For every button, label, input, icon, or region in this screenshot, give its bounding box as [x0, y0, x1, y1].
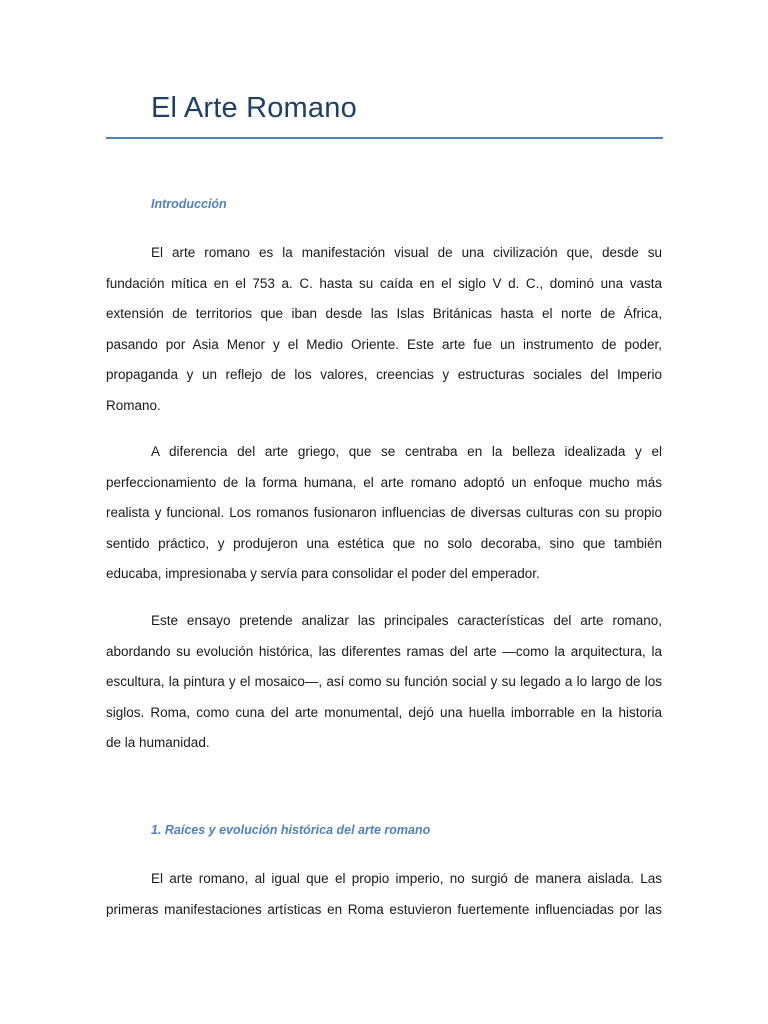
paragraph-line: primeras manifestaciones artísticas en Roma estuvieron fuertemente influenciadas por las — [106, 901, 662, 917]
paragraph-line: de la humanidad. — [106, 735, 210, 750]
paragraph-line: fundación mítica en el 753 a. C. hasta su caída en el siglo V d. C., dominó una vasta — [106, 275, 662, 291]
paragraph-line: sentido práctico, y produjeron una estética que no solo decoraba, sino que también — [106, 535, 662, 551]
paragraph-line: siglos. Roma, como cuna del arte monumental, dejó una huella imborrable en la historia — [106, 704, 662, 720]
intro-heading: Introducción — [151, 197, 227, 211]
paragraph-line: extensión de territorios que iban desde las Islas Británicas hasta el norte de África, — [106, 306, 662, 321]
paragraph-line: pasando por Asia Menor y el Medio Oriente. Este arte fue un instrumento de poder, — [106, 336, 662, 352]
title-underline — [106, 137, 663, 139]
paragraph-4 — [106, 864, 662, 925]
paragraph-line: El arte romano, al igual que el propio imperio, no surgió de manera aislada. Las — [151, 871, 662, 886]
paragraph-line: El arte romano es la manifestación visual de una civilización que, desde su — [151, 245, 662, 260]
paragraph-line: perfeccionamiento de la forma humana, el arte romano adoptó un enfoque mucho más — [106, 474, 662, 490]
paragraph-line: Romano. — [106, 397, 161, 413]
paragraph-2 — [106, 437, 662, 590]
paragraph-line: Este ensayo pretende analizar las principales características del arte romano, — [151, 613, 662, 628]
paragraph-line: educaba, impresionaba y servía para consolidar el poder del emperador. — [106, 566, 540, 581]
paragraph-line: propaganda y un reflejo de los valores, creencias y estructuras sociales del Imperio — [106, 367, 662, 382]
paragraph-1 — [106, 238, 662, 421]
paragraph-line: escultura, la pintura y el mosaico—, así como su función social y su legado a lo largo de los — [106, 674, 662, 689]
document-title: El Arte Romano — [151, 92, 357, 124]
paragraph-line: A diferencia del arte griego, que se centraba en la belleza idealizada y el — [151, 444, 662, 459]
paragraph-line: abordando su evolución histórica, las diferentes ramas del arte —como la arquitectura, la — [106, 643, 662, 659]
paragraph-3 — [106, 606, 662, 759]
paragraph-line: realista y funcional. Los romanos fusionaron influencias de diversas culturas con su propio — [106, 505, 662, 520]
section-1-heading: 1. Raíces y evolución histórica del arte romano — [151, 823, 431, 837]
